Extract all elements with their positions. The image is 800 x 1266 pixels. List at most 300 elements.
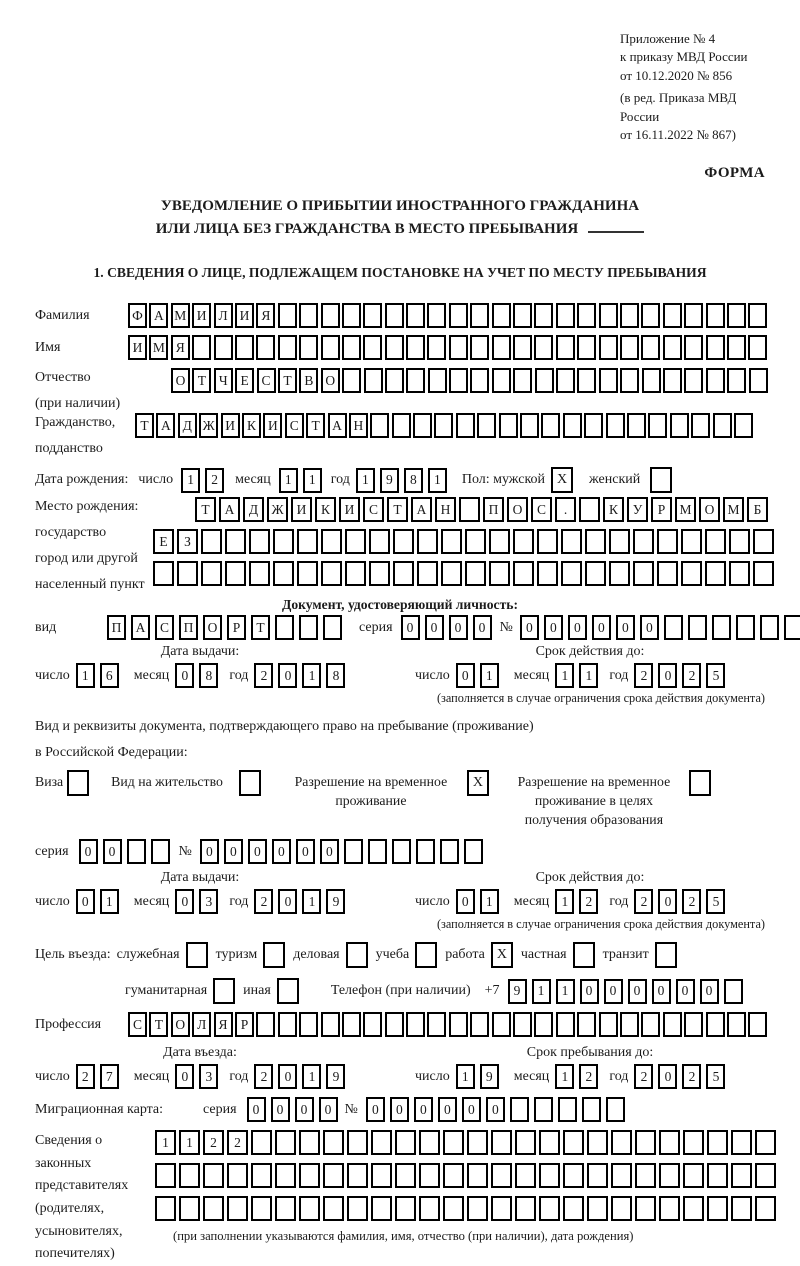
char-box[interactable] bbox=[275, 1196, 296, 1221]
char-box[interactable]: Т bbox=[192, 368, 211, 393]
char-box[interactable]: П bbox=[107, 615, 126, 640]
char-box[interactable] bbox=[406, 368, 425, 393]
char-box[interactable]: 1 bbox=[356, 468, 375, 493]
char-box[interactable]: 3 bbox=[199, 1064, 218, 1089]
char-box[interactable] bbox=[659, 1196, 680, 1221]
char-box[interactable]: А bbox=[328, 413, 347, 438]
char-box[interactable] bbox=[684, 335, 703, 360]
char-box[interactable]: 1 bbox=[456, 1064, 475, 1089]
purpose-study-checkbox[interactable] bbox=[415, 942, 437, 968]
char-box[interactable]: 2 bbox=[682, 1064, 701, 1089]
char-box[interactable]: 0 bbox=[676, 979, 695, 1004]
char-box[interactable] bbox=[585, 529, 606, 554]
char-box[interactable] bbox=[427, 1012, 446, 1037]
char-box[interactable] bbox=[707, 1196, 728, 1221]
char-box[interactable]: 0 bbox=[390, 1097, 409, 1122]
char-box[interactable]: 1 bbox=[179, 1130, 200, 1155]
char-box[interactable] bbox=[449, 335, 468, 360]
char-box[interactable] bbox=[299, 1196, 320, 1221]
char-box[interactable]: 2 bbox=[254, 1064, 273, 1089]
char-box[interactable] bbox=[299, 303, 318, 328]
char-box[interactable]: О bbox=[171, 368, 190, 393]
char-box[interactable] bbox=[347, 1163, 368, 1188]
char-box[interactable] bbox=[275, 1163, 296, 1188]
char-box[interactable]: 1 bbox=[555, 889, 574, 914]
char-box[interactable] bbox=[584, 413, 603, 438]
char-box[interactable]: 0 bbox=[278, 889, 297, 914]
char-box[interactable] bbox=[706, 335, 725, 360]
char-box[interactable] bbox=[256, 1012, 275, 1037]
char-box[interactable]: 0 bbox=[652, 979, 671, 1004]
char-box[interactable] bbox=[323, 1196, 344, 1221]
char-box[interactable] bbox=[681, 561, 702, 586]
char-box[interactable]: 1 bbox=[532, 979, 551, 1004]
char-box[interactable]: 2 bbox=[579, 1064, 598, 1089]
char-box[interactable] bbox=[201, 529, 222, 554]
char-box[interactable] bbox=[684, 303, 703, 328]
residence-permit-checkbox[interactable] bbox=[239, 770, 261, 796]
char-box[interactable] bbox=[539, 1163, 560, 1188]
char-box[interactable] bbox=[556, 303, 575, 328]
char-box[interactable] bbox=[321, 303, 340, 328]
char-box[interactable]: М bbox=[675, 497, 696, 522]
char-box[interactable]: 0 bbox=[247, 1097, 266, 1122]
char-box[interactable] bbox=[520, 413, 539, 438]
char-box[interactable] bbox=[611, 1196, 632, 1221]
char-box[interactable]: О bbox=[699, 497, 720, 522]
char-box[interactable]: 9 bbox=[480, 1064, 499, 1089]
purpose-transit-checkbox[interactable] bbox=[655, 942, 677, 968]
char-box[interactable] bbox=[470, 368, 489, 393]
char-box[interactable] bbox=[395, 1130, 416, 1155]
char-box[interactable] bbox=[577, 1012, 596, 1037]
char-box[interactable]: 1 bbox=[303, 468, 322, 493]
char-box[interactable] bbox=[419, 1130, 440, 1155]
char-box[interactable]: 1 bbox=[302, 889, 321, 914]
char-box[interactable]: Р bbox=[227, 615, 246, 640]
char-box[interactable]: 9 bbox=[326, 889, 345, 914]
char-box[interactable] bbox=[491, 1163, 512, 1188]
char-box[interactable]: 1 bbox=[555, 663, 574, 688]
char-box[interactable]: 5 bbox=[706, 663, 725, 688]
char-box[interactable]: Т bbox=[195, 497, 216, 522]
char-box[interactable]: С bbox=[155, 615, 174, 640]
char-box[interactable]: 0 bbox=[175, 663, 194, 688]
char-box[interactable] bbox=[755, 1163, 776, 1188]
char-box[interactable] bbox=[657, 561, 678, 586]
char-box[interactable] bbox=[513, 1012, 532, 1037]
purpose-other-checkbox[interactable] bbox=[277, 978, 299, 1004]
char-box[interactable] bbox=[606, 413, 625, 438]
char-box[interactable] bbox=[406, 1012, 425, 1037]
char-box[interactable] bbox=[688, 615, 707, 640]
char-box[interactable]: А bbox=[149, 303, 168, 328]
char-box[interactable] bbox=[385, 335, 404, 360]
char-box[interactable] bbox=[492, 368, 511, 393]
char-box[interactable]: 0 bbox=[449, 615, 468, 640]
char-box[interactable] bbox=[539, 1130, 560, 1155]
char-box[interactable]: И bbox=[291, 497, 312, 522]
char-box[interactable]: 9 bbox=[508, 979, 527, 1004]
char-box[interactable]: 1 bbox=[480, 663, 499, 688]
purpose-work-checkbox[interactable]: X bbox=[491, 942, 513, 968]
char-box[interactable] bbox=[370, 413, 389, 438]
char-box[interactable] bbox=[278, 1012, 297, 1037]
char-box[interactable]: 0 bbox=[456, 663, 475, 688]
char-box[interactable]: 0 bbox=[200, 839, 219, 864]
char-box[interactable] bbox=[251, 1163, 272, 1188]
char-box[interactable]: 0 bbox=[295, 1097, 314, 1122]
char-box[interactable] bbox=[427, 335, 446, 360]
char-box[interactable] bbox=[683, 1163, 704, 1188]
char-box[interactable] bbox=[321, 335, 340, 360]
char-box[interactable]: Я bbox=[256, 303, 275, 328]
char-box[interactable] bbox=[297, 561, 318, 586]
char-box[interactable]: Ч bbox=[214, 368, 233, 393]
char-box[interactable] bbox=[707, 1163, 728, 1188]
char-box[interactable] bbox=[534, 335, 553, 360]
char-box[interactable] bbox=[179, 1196, 200, 1221]
purpose-private-checkbox[interactable] bbox=[573, 942, 595, 968]
char-box[interactable]: 5 bbox=[706, 1064, 725, 1089]
char-box[interactable]: 1 bbox=[555, 1064, 574, 1089]
char-box[interactable]: 0 bbox=[175, 1064, 194, 1089]
char-box[interactable]: 0 bbox=[486, 1097, 505, 1122]
char-box[interactable]: 0 bbox=[271, 1097, 290, 1122]
char-box[interactable] bbox=[641, 335, 660, 360]
char-box[interactable] bbox=[177, 561, 198, 586]
char-box[interactable] bbox=[510, 1097, 529, 1122]
char-box[interactable] bbox=[659, 1130, 680, 1155]
char-box[interactable]: А bbox=[411, 497, 432, 522]
char-box[interactable] bbox=[427, 303, 446, 328]
char-box[interactable]: 0 bbox=[401, 615, 420, 640]
char-box[interactable]: 6 bbox=[100, 663, 119, 688]
char-box[interactable] bbox=[443, 1196, 464, 1221]
char-box[interactable] bbox=[299, 1163, 320, 1188]
char-box[interactable] bbox=[417, 529, 438, 554]
char-box[interactable] bbox=[609, 561, 630, 586]
char-box[interactable]: 0 bbox=[520, 615, 539, 640]
char-box[interactable] bbox=[727, 368, 746, 393]
char-box[interactable]: О bbox=[507, 497, 528, 522]
char-box[interactable]: Л bbox=[214, 303, 233, 328]
char-box[interactable] bbox=[648, 413, 667, 438]
male-checkbox[interactable]: X bbox=[551, 467, 573, 493]
char-box[interactable] bbox=[748, 335, 767, 360]
char-box[interactable] bbox=[760, 615, 779, 640]
char-box[interactable]: С bbox=[531, 497, 552, 522]
char-box[interactable] bbox=[363, 1012, 382, 1037]
char-box[interactable]: 1 bbox=[100, 889, 119, 914]
char-box[interactable]: 0 bbox=[414, 1097, 433, 1122]
char-box[interactable] bbox=[385, 1012, 404, 1037]
char-box[interactable]: 0 bbox=[296, 839, 315, 864]
char-box[interactable] bbox=[256, 335, 275, 360]
char-box[interactable]: 8 bbox=[199, 663, 218, 688]
char-box[interactable]: И bbox=[128, 335, 147, 360]
char-box[interactable]: 0 bbox=[628, 979, 647, 1004]
char-box[interactable] bbox=[459, 497, 480, 522]
char-box[interactable] bbox=[251, 1196, 272, 1221]
char-box[interactable]: С bbox=[128, 1012, 147, 1037]
char-box[interactable]: 1 bbox=[279, 468, 298, 493]
char-box[interactable] bbox=[371, 1196, 392, 1221]
char-box[interactable] bbox=[587, 1130, 608, 1155]
char-box[interactable] bbox=[492, 1012, 511, 1037]
char-box[interactable] bbox=[203, 1163, 224, 1188]
char-box[interactable] bbox=[611, 1163, 632, 1188]
char-box[interactable] bbox=[563, 413, 582, 438]
char-box[interactable]: . bbox=[555, 497, 576, 522]
char-box[interactable] bbox=[299, 1012, 318, 1037]
char-box[interactable] bbox=[558, 1097, 577, 1122]
char-box[interactable]: И bbox=[235, 303, 254, 328]
purpose-official-checkbox[interactable] bbox=[186, 942, 208, 968]
char-box[interactable]: 0 bbox=[616, 615, 635, 640]
char-box[interactable] bbox=[731, 1130, 752, 1155]
char-box[interactable] bbox=[489, 561, 510, 586]
char-box[interactable] bbox=[755, 1196, 776, 1221]
char-box[interactable] bbox=[321, 561, 342, 586]
char-box[interactable]: 0 bbox=[658, 663, 677, 688]
char-box[interactable] bbox=[706, 368, 725, 393]
char-box[interactable]: 0 bbox=[319, 1097, 338, 1122]
char-box[interactable] bbox=[513, 368, 532, 393]
char-box[interactable] bbox=[734, 413, 753, 438]
char-box[interactable] bbox=[635, 1163, 656, 1188]
char-box[interactable] bbox=[413, 413, 432, 438]
char-box[interactable] bbox=[513, 529, 534, 554]
char-box[interactable] bbox=[299, 1130, 320, 1155]
char-box[interactable] bbox=[563, 1130, 584, 1155]
char-box[interactable]: К bbox=[603, 497, 624, 522]
char-box[interactable]: Т bbox=[135, 413, 154, 438]
char-box[interactable] bbox=[227, 1163, 248, 1188]
char-box[interactable] bbox=[749, 368, 768, 393]
char-box[interactable] bbox=[363, 303, 382, 328]
char-box[interactable]: 9 bbox=[326, 1064, 345, 1089]
char-box[interactable]: Б bbox=[747, 497, 768, 522]
char-box[interactable]: 2 bbox=[634, 889, 653, 914]
char-box[interactable] bbox=[153, 561, 174, 586]
char-box[interactable]: 8 bbox=[326, 663, 345, 688]
char-box[interactable] bbox=[369, 529, 390, 554]
char-box[interactable]: К bbox=[315, 497, 336, 522]
char-box[interactable]: С bbox=[257, 368, 276, 393]
char-box[interactable]: 1 bbox=[302, 1064, 321, 1089]
char-box[interactable] bbox=[681, 529, 702, 554]
char-box[interactable]: Р bbox=[235, 1012, 254, 1037]
char-box[interactable]: Ф bbox=[128, 303, 147, 328]
char-box[interactable] bbox=[225, 561, 246, 586]
char-box[interactable] bbox=[347, 1196, 368, 1221]
char-box[interactable]: 2 bbox=[203, 1130, 224, 1155]
char-box[interactable] bbox=[731, 1196, 752, 1221]
char-box[interactable]: 0 bbox=[592, 615, 611, 640]
char-box[interactable] bbox=[151, 839, 170, 864]
char-box[interactable] bbox=[203, 1196, 224, 1221]
char-box[interactable] bbox=[406, 303, 425, 328]
char-box[interactable] bbox=[563, 1196, 584, 1221]
char-box[interactable]: И bbox=[221, 413, 240, 438]
char-box[interactable] bbox=[539, 1196, 560, 1221]
char-box[interactable] bbox=[470, 335, 489, 360]
char-box[interactable]: 2 bbox=[254, 889, 273, 914]
char-box[interactable] bbox=[491, 1130, 512, 1155]
char-box[interactable] bbox=[707, 1130, 728, 1155]
char-box[interactable]: 2 bbox=[227, 1130, 248, 1155]
char-box[interactable] bbox=[477, 413, 496, 438]
char-box[interactable] bbox=[417, 561, 438, 586]
char-box[interactable] bbox=[434, 413, 453, 438]
char-box[interactable] bbox=[321, 1012, 340, 1037]
char-box[interactable]: Ж bbox=[267, 497, 288, 522]
char-box[interactable] bbox=[635, 1130, 656, 1155]
char-box[interactable]: З bbox=[177, 529, 198, 554]
char-box[interactable]: 1 bbox=[76, 663, 95, 688]
char-box[interactable] bbox=[342, 335, 361, 360]
char-box[interactable] bbox=[456, 413, 475, 438]
char-box[interactable]: Д bbox=[178, 413, 197, 438]
char-box[interactable] bbox=[192, 335, 211, 360]
char-box[interactable] bbox=[419, 1196, 440, 1221]
char-box[interactable] bbox=[664, 615, 683, 640]
char-box[interactable]: 7 bbox=[100, 1064, 119, 1089]
char-box[interactable] bbox=[587, 1163, 608, 1188]
char-box[interactable] bbox=[392, 839, 411, 864]
char-box[interactable] bbox=[440, 839, 459, 864]
char-box[interactable] bbox=[663, 303, 682, 328]
char-box[interactable] bbox=[323, 615, 342, 640]
char-box[interactable]: 0 bbox=[425, 615, 444, 640]
char-box[interactable]: А bbox=[156, 413, 175, 438]
char-box[interactable] bbox=[731, 1163, 752, 1188]
char-box[interactable] bbox=[748, 303, 767, 328]
char-box[interactable]: 0 bbox=[272, 839, 291, 864]
char-box[interactable]: К bbox=[242, 413, 261, 438]
char-box[interactable] bbox=[492, 335, 511, 360]
char-box[interactable] bbox=[155, 1163, 176, 1188]
char-box[interactable]: О bbox=[171, 1012, 190, 1037]
char-box[interactable]: 0 bbox=[640, 615, 659, 640]
char-box[interactable] bbox=[534, 1097, 553, 1122]
char-box[interactable] bbox=[251, 1130, 272, 1155]
char-box[interactable] bbox=[599, 368, 618, 393]
char-box[interactable]: 1 bbox=[302, 663, 321, 688]
char-box[interactable] bbox=[577, 303, 596, 328]
char-box[interactable]: М bbox=[171, 303, 190, 328]
char-box[interactable] bbox=[691, 413, 710, 438]
char-box[interactable] bbox=[393, 529, 414, 554]
char-box[interactable] bbox=[712, 615, 731, 640]
char-box[interactable]: Н bbox=[349, 413, 368, 438]
female-checkbox[interactable] bbox=[650, 467, 672, 493]
char-box[interactable] bbox=[705, 529, 726, 554]
char-box[interactable]: С bbox=[363, 497, 384, 522]
char-box[interactable] bbox=[395, 1163, 416, 1188]
char-box[interactable] bbox=[428, 368, 447, 393]
char-box[interactable]: Н bbox=[435, 497, 456, 522]
char-box[interactable]: 2 bbox=[254, 663, 273, 688]
char-box[interactable] bbox=[585, 561, 606, 586]
char-box[interactable] bbox=[577, 368, 596, 393]
char-box[interactable]: 1 bbox=[556, 979, 575, 1004]
char-box[interactable] bbox=[371, 1130, 392, 1155]
char-box[interactable] bbox=[582, 1097, 601, 1122]
char-box[interactable] bbox=[729, 529, 750, 554]
char-box[interactable] bbox=[371, 1163, 392, 1188]
char-box[interactable] bbox=[406, 335, 425, 360]
visa-checkbox[interactable] bbox=[67, 770, 89, 796]
char-box[interactable]: 0 bbox=[103, 839, 122, 864]
char-box[interactable]: У bbox=[627, 497, 648, 522]
char-box[interactable] bbox=[633, 561, 654, 586]
char-box[interactable] bbox=[748, 1012, 767, 1037]
char-box[interactable] bbox=[179, 1163, 200, 1188]
char-box[interactable]: И bbox=[263, 413, 282, 438]
char-box[interactable]: Л bbox=[192, 1012, 211, 1037]
char-box[interactable] bbox=[620, 335, 639, 360]
char-box[interactable] bbox=[534, 303, 553, 328]
char-box[interactable]: 0 bbox=[568, 615, 587, 640]
purpose-tourism-checkbox[interactable] bbox=[263, 942, 285, 968]
char-box[interactable] bbox=[729, 561, 750, 586]
char-box[interactable] bbox=[491, 1196, 512, 1221]
char-box[interactable] bbox=[323, 1130, 344, 1155]
char-box[interactable] bbox=[419, 1163, 440, 1188]
char-box[interactable]: 0 bbox=[76, 889, 95, 914]
char-box[interactable] bbox=[299, 615, 318, 640]
char-box[interactable]: П bbox=[179, 615, 198, 640]
char-box[interactable] bbox=[345, 561, 366, 586]
char-box[interactable] bbox=[706, 303, 725, 328]
char-box[interactable] bbox=[465, 561, 486, 586]
char-box[interactable] bbox=[663, 368, 682, 393]
char-box[interactable] bbox=[556, 335, 575, 360]
char-box[interactable]: О bbox=[321, 368, 340, 393]
char-box[interactable] bbox=[467, 1163, 488, 1188]
char-box[interactable]: 0 bbox=[224, 839, 243, 864]
char-box[interactable] bbox=[659, 1163, 680, 1188]
char-box[interactable] bbox=[249, 561, 270, 586]
char-box[interactable]: 0 bbox=[473, 615, 492, 640]
char-box[interactable]: А bbox=[131, 615, 150, 640]
char-box[interactable] bbox=[724, 979, 743, 1004]
char-box[interactable] bbox=[753, 529, 774, 554]
char-box[interactable] bbox=[489, 529, 510, 554]
char-box[interactable] bbox=[499, 413, 518, 438]
char-box[interactable]: 8 bbox=[404, 468, 423, 493]
char-box[interactable] bbox=[363, 335, 382, 360]
char-box[interactable]: 0 bbox=[658, 889, 677, 914]
char-box[interactable]: 2 bbox=[682, 663, 701, 688]
char-box[interactable]: 0 bbox=[658, 1064, 677, 1089]
char-box[interactable]: А bbox=[219, 497, 240, 522]
char-box[interactable]: 0 bbox=[320, 839, 339, 864]
char-box[interactable] bbox=[577, 335, 596, 360]
char-box[interactable] bbox=[278, 335, 297, 360]
char-box[interactable] bbox=[633, 529, 654, 554]
char-box[interactable] bbox=[443, 1163, 464, 1188]
char-box[interactable] bbox=[369, 561, 390, 586]
char-box[interactable] bbox=[249, 529, 270, 554]
char-box[interactable] bbox=[641, 1012, 660, 1037]
char-box[interactable]: Е bbox=[153, 529, 174, 554]
char-box[interactable] bbox=[464, 839, 483, 864]
char-box[interactable]: Е bbox=[235, 368, 254, 393]
char-box[interactable] bbox=[275, 1130, 296, 1155]
